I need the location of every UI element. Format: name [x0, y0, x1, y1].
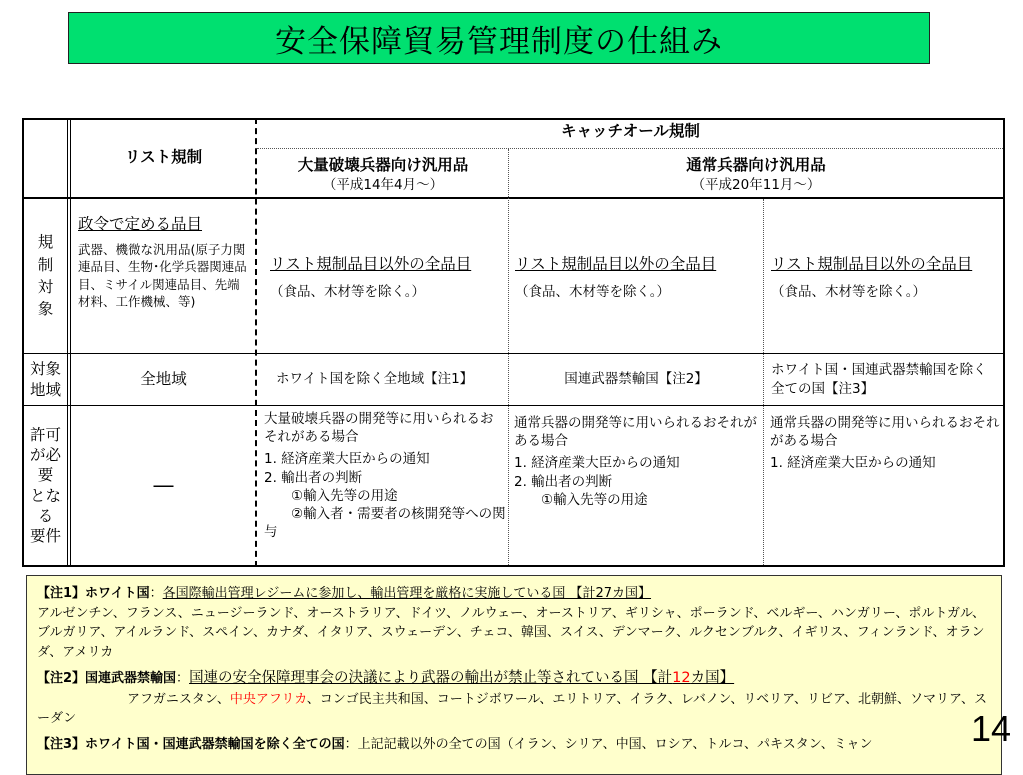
- wmd-region-cell: ホワイト国を除く全地域【注1】: [276, 371, 474, 388]
- note1-definition: 各国際輸出管理レジームに参加し、輸出管理を厳格に実施している国 【計27カ国】: [162, 586, 652, 601]
- list-requirements-cell: ―: [153, 473, 174, 497]
- conv1-requirements-list: 1. 経済産業大臣からの通知 2. 輸出者の判断 ①輸入先等の用途: [514, 455, 680, 508]
- list-scope-title: 政令で定める品目: [78, 215, 203, 233]
- catchall-header: キャッチオール規制: [561, 122, 700, 140]
- list-scope-body: 武器、機微な汎用品(原子力関連品目、生物･化学兵器関連品目、ミサイル関連品目、先端材料、工作機械、等): [78, 241, 247, 310]
- wmd-scope-cell: [270, 254, 506, 301]
- wmd-requirements-cell: [264, 410, 506, 542]
- note1-country-list: アルゼンチン、フランス、ニュージーランド、オーストラリア、ドイツ、ノルウェー、オーストリア、ギリシャ、ポーランド、ベルギー、ハンガリー、ポルトガル、ブルガリア、アイルランド、スペイン、カナダ、イタリア、スウェーデン、チェコ、韓国、スイス、デンマーク、ルクセンブルク、イギリス、フィンランド、オランダ、アメリカ: [37, 605, 985, 660]
- conventional-header-date: （平成20年11月～）: [691, 176, 821, 193]
- notes-box: [26, 575, 1002, 775]
- row-label-scope: 規 制 対 象: [37, 233, 54, 319]
- slide-title: 安全保障貿易管理制度の仕組み: [68, 12, 930, 64]
- note2-separator: ：: [176, 671, 190, 686]
- conv2-requirements-list: 1. 経済産業大臣からの通知: [770, 455, 936, 472]
- wmd-scope-items: リスト規制品目以外の全品目: [270, 255, 472, 273]
- wmd-header: [258, 155, 508, 197]
- conv2-scope-exclusion: （食品、木材等を除く。）: [771, 283, 926, 300]
- conv1-region-cell: 国連武器禁輸国【注2】: [564, 371, 708, 388]
- conv1-requirements-condition: 通常兵器の開発等に用いられるおそれがある場合: [514, 415, 757, 450]
- note2-count: 12: [672, 670, 691, 686]
- conv1-scope-items: リスト規制品目以外の全品目: [515, 255, 717, 273]
- conv2-region-cell: ホワイト国・国連武器禁輸国を除く全ての国【注3】: [771, 362, 987, 397]
- note2-country-highlight: 中央アフリカ: [229, 691, 307, 707]
- note2-definition: [189, 670, 734, 686]
- note2-label: 【注2】国連武器禁輸国: [37, 671, 177, 686]
- row-label-requirements: 許可 が必要 となる 要件: [29, 426, 61, 545]
- conv2-requirements-condition: 通常兵器の開発等に用いられるおそれがある場合: [770, 415, 1000, 450]
- conv2-requirements-cell: [770, 414, 1002, 473]
- list-scope-cell: [78, 214, 250, 349]
- conv1-scope-cell: [515, 254, 755, 301]
- conv2-scope-items: リスト規制品目以外の全品目: [771, 255, 973, 273]
- note1-separator: ：: [149, 586, 163, 601]
- conventional-header: [509, 155, 1003, 197]
- note3-separator: ：: [344, 736, 358, 752]
- note2-definition-pre: 国連の安全保障理事会の決議により武器の輸出が禁止等されている国 【計: [189, 670, 673, 686]
- note-3: [37, 735, 991, 755]
- conv2-scope-cell: [771, 254, 1001, 301]
- note3-label: 【注3】ホワイト国・国連武器禁輸国を除く全ての国: [37, 736, 345, 752]
- conv1-scope-exclusion: （食品、木材等を除く。）: [515, 283, 670, 300]
- note3-text: 上記記載以外の全ての国（イラン、シリア、中国、ロシア、トルコ、パキスタン、ミャン: [357, 736, 873, 752]
- regulation-table: [22, 118, 1005, 567]
- row-label-region: 対象 地域: [29, 360, 61, 399]
- wmd-scope-exclusion: （食品、木材等を除く。）: [270, 283, 425, 300]
- page-number: 14: [970, 708, 1011, 749]
- wmd-header-title: 大量破壊兵器向け汎用品: [297, 156, 469, 174]
- list-region-cell: 全地域: [140, 370, 187, 389]
- note-2: [37, 668, 991, 729]
- note1-label: 【注1】ホワイト国: [37, 586, 150, 601]
- wmd-header-date: （平成14年4月～）: [322, 176, 444, 193]
- note2-country-list-pre: アフガニスタン、: [127, 691, 230, 707]
- list-regulation-header: リスト規制: [124, 148, 203, 167]
- note2-definition-post: カ国】: [690, 670, 735, 686]
- note-1: [37, 584, 991, 662]
- conventional-header-title: 通常兵器向け汎用品: [686, 156, 826, 174]
- wmd-requirements-list: 1. 経済産業大臣からの通知 2. 輸出者の判断 ①輸入先等の用途 ②輸入者・需要者の核開発等への関与: [264, 451, 506, 541]
- conv1-requirements-cell: [514, 414, 760, 509]
- note2-country-list-post: 、コンゴ民主共和国、コートジボワール、エリトリア、イラク、レバノン、リベリア、リビア、北朝鮮、ソマリア、スーダン: [37, 691, 987, 727]
- wmd-requirements-condition: 大量破壊兵器の開発等に用いられるおそれがある場合: [264, 411, 494, 446]
